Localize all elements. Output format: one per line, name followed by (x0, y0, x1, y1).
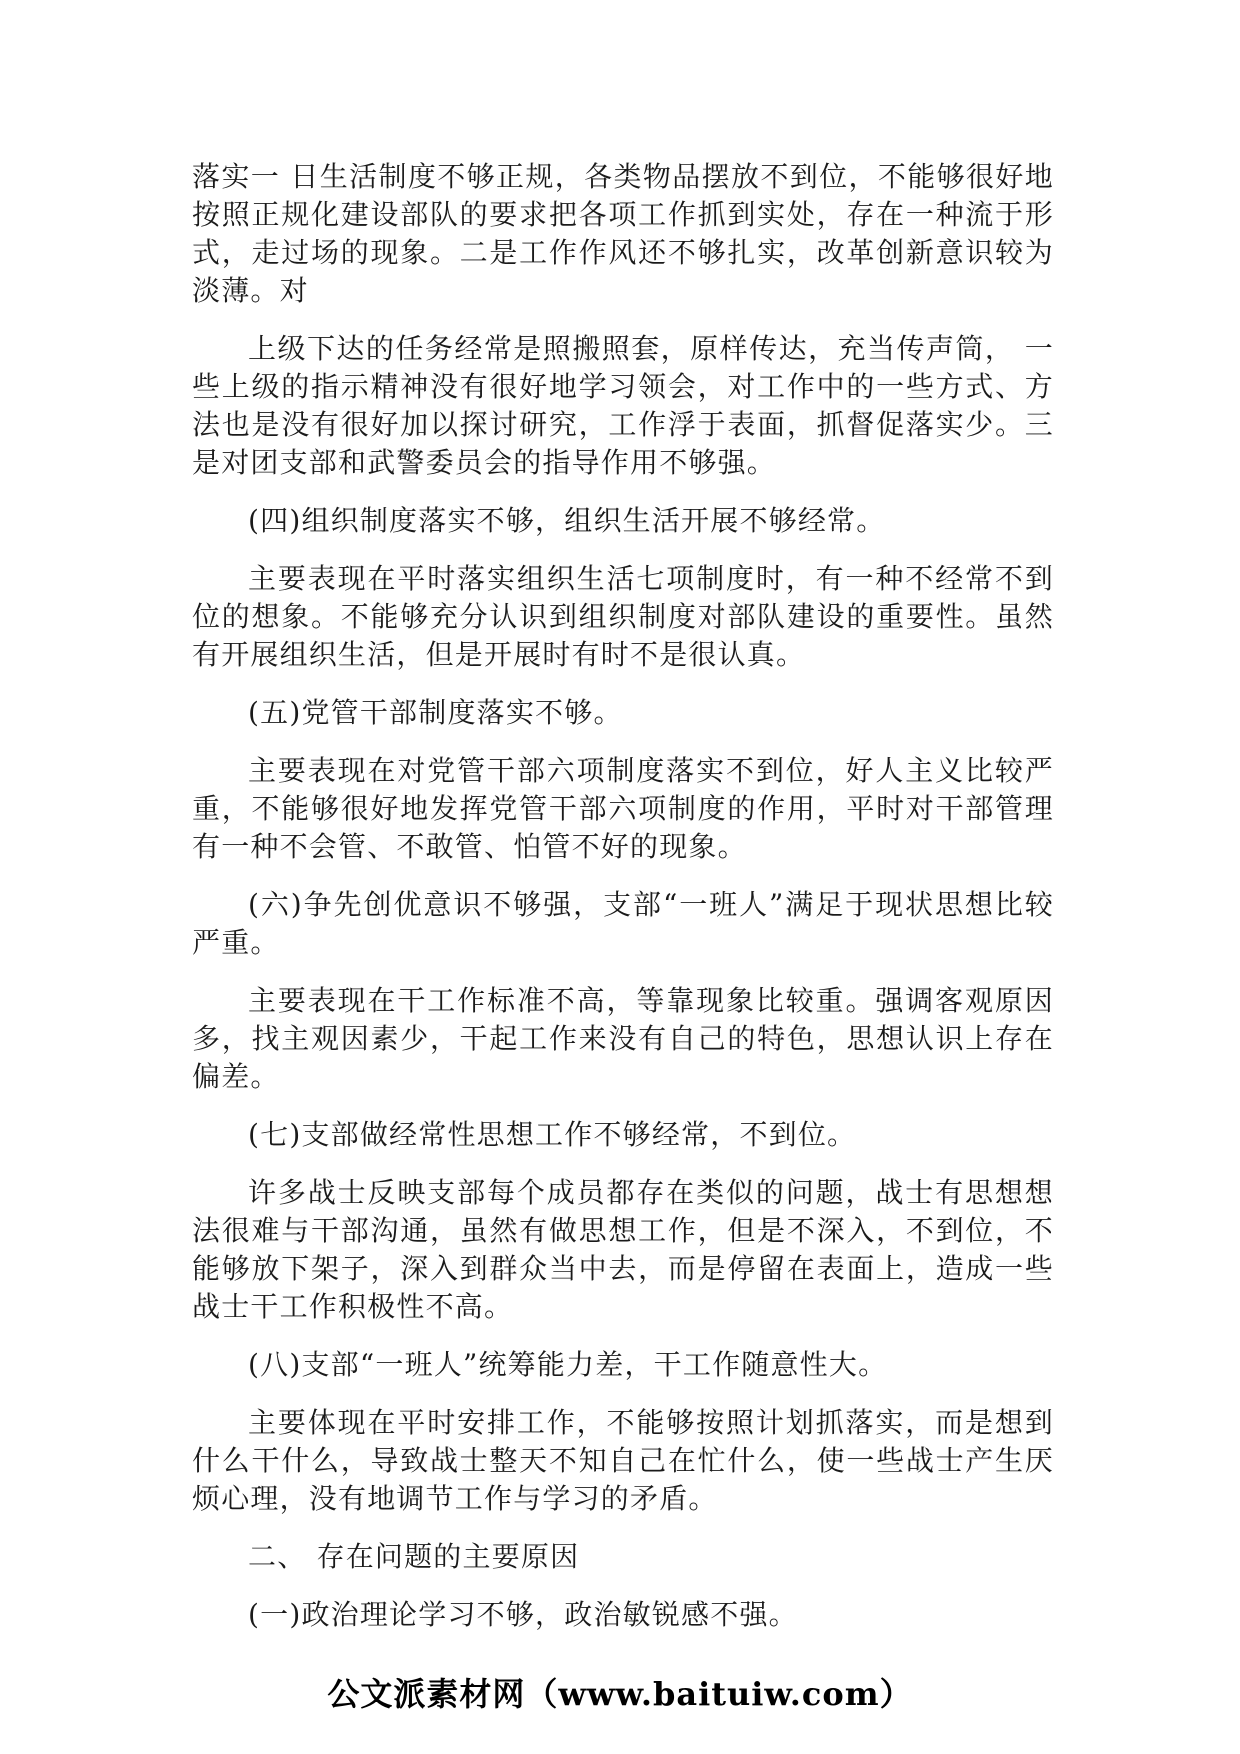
paragraph-10: 许多战士反映支部每个成员都存在类似的问题，战士有思想想法很难与干部沟通，虽然有做思想工作，但是不深入，不到位，不能够放下架子，深入到群众当中去，而是停留在表面上，造成一些战士干工作积极性不高。 (192, 1176, 1054, 1323)
paragraph-1: 落实一 日生活制度不够正规，各类物品摆放不到位，不能够很好地按照正规化建设部队的要求把各项工作抓到实处，存在一种流于形式，走过场的现象。二是工作作风还不够扎实，改革创新意识较为淡薄。对 (192, 160, 1054, 307)
section-heading-1: (一)政治理论学习不够，政治敏锐感不强。 (248, 1598, 798, 1631)
footer-watermark: 公文派素材网（www.baituiw.com） (327, 1675, 913, 1713)
document-body (192, 158, 1054, 1654)
paragraph-12: 主要体现在平时安排工作，不能够按照计划抓落实，而是想到什么干什么，导致战士整天不知自己在忙什么，使一些战士产生厌烦心理，没有地调节工作与学习的矛盾。 (192, 1406, 1054, 1515)
paragraph-4: 主要表现在平时落实组织生活七项制度时，有一种不经常不到位的想象。不能够充分认识到组织制度对部队建设的重要性。虽然有开展组织生活，但是开展时有时不是很认真。 (192, 562, 1054, 671)
chapter-heading-2: 二、 存在问题的主要原因 (248, 1540, 580, 1573)
section-heading-7: (七)支部做经常性思想工作不够经常，不到位。 (248, 1118, 857, 1151)
paragraph-6: 主要表现在对党管干部六项制度落实不到位，好人主义比较严重，不能够很好地发挥党管干部六项制度的作用，平时对干部管理有一种不会管、不敢管、怕管不好的现象。 (192, 754, 1054, 863)
section-heading-5: (五)党管干部制度落实不够。 (248, 696, 623, 729)
paragraph-2: 上级下达的任务经常是照搬照套，原样传达，充当传声筒， 一些上级的指示精神没有很好地学习领会，对工作中的一些方式、方法也是没有很好加以探讨研究，工作浮于表面，抓督促落实少。三是对团支部和武警委员会的指导作用不够强。 (192, 332, 1054, 479)
section-heading-8: (八)支部“一班人”统筹能力差，干工作随意性大。 (248, 1348, 888, 1381)
section-heading-6: (六)争先创优意识不够强，支部“一班人”满足于现状思想比较严重。 (192, 888, 1054, 959)
section-heading-4: (四)组织制度落实不够，组织生活开展不够经常。 (248, 504, 886, 537)
paragraph-8: 主要表现在干工作标准不高，等靠现象比较重。强调客观原因多，找主观因素少，干起工作来没有自己的特色，思想认识上存在偏差。 (192, 984, 1054, 1093)
